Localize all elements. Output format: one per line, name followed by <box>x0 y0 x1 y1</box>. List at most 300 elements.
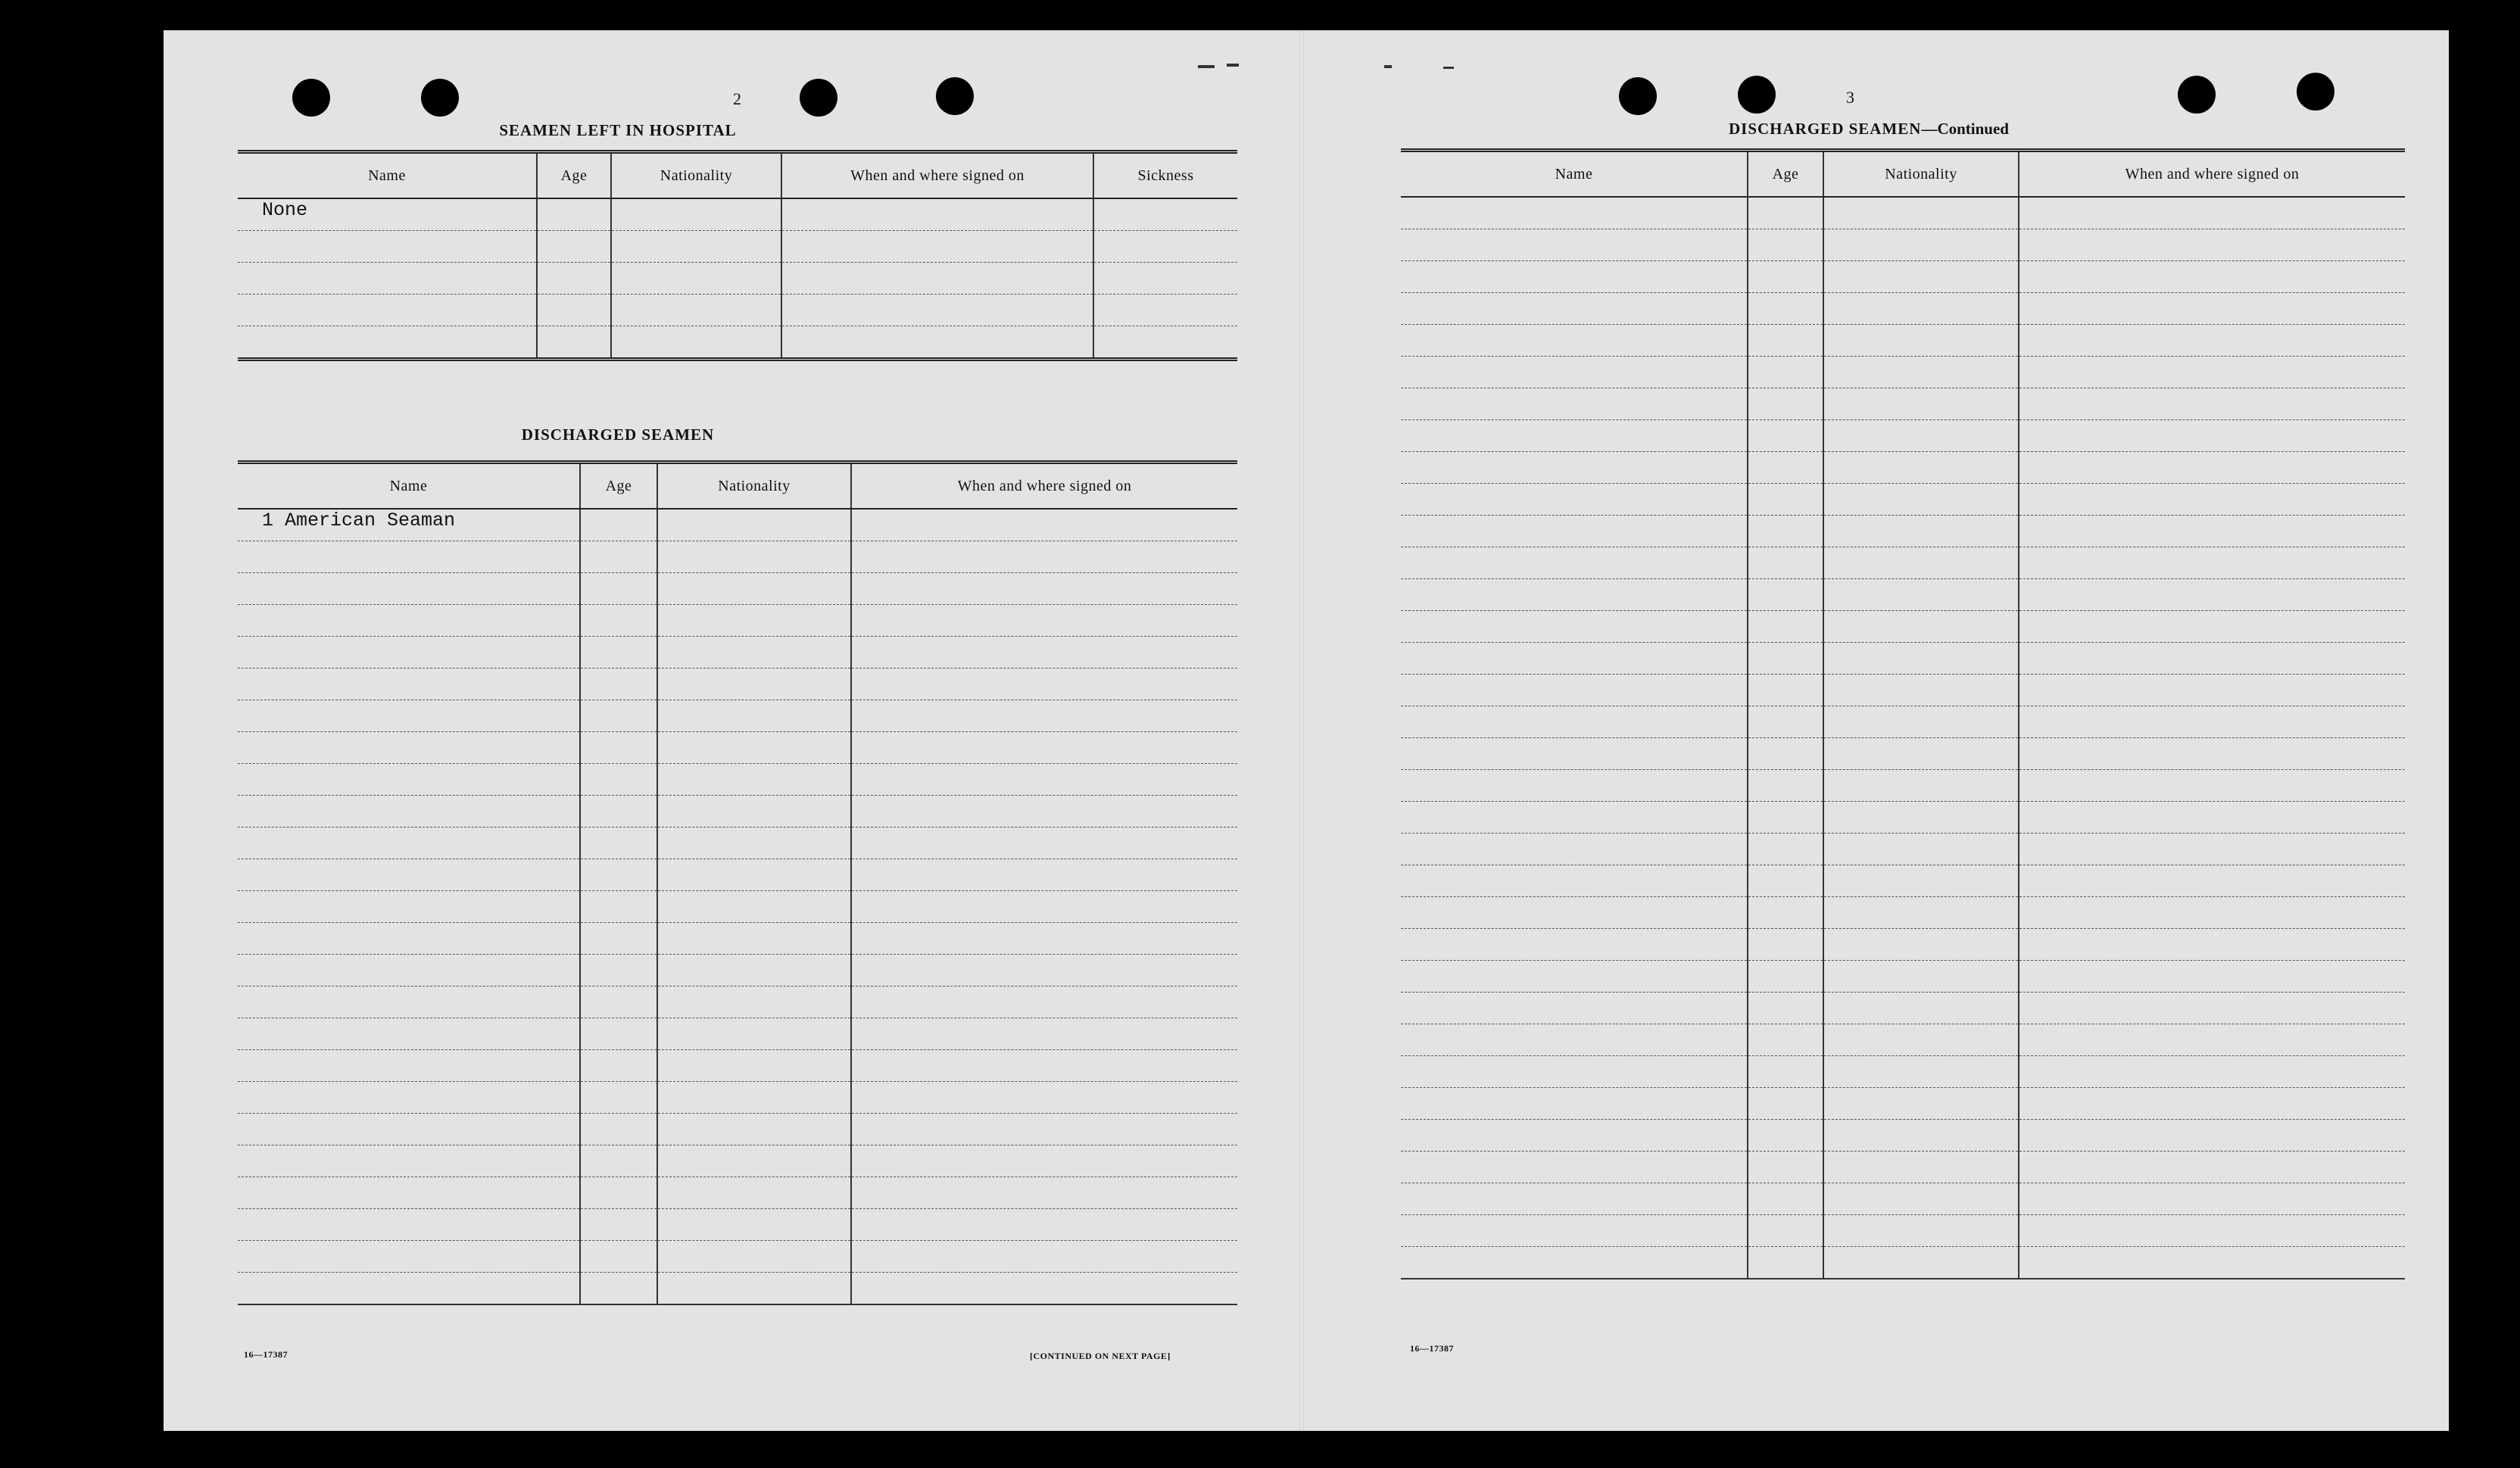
column-header: Nationality <box>1823 151 2019 198</box>
table-row <box>1401 579 2405 611</box>
table-cell <box>2019 929 2405 961</box>
table-cell <box>851 1241 1237 1273</box>
table-cell <box>1748 388 1823 420</box>
table-cell <box>1823 388 2019 420</box>
table-cell <box>238 1018 580 1050</box>
table-cell <box>1748 484 1823 516</box>
table-cell <box>1401 420 1748 452</box>
table-row <box>238 1241 1237 1273</box>
table-cell <box>1401 802 1748 834</box>
table-cell <box>2019 420 2405 452</box>
table-cell <box>657 923 851 955</box>
table-row <box>238 1114 1237 1145</box>
table-cell <box>1748 865 1823 897</box>
table-cell <box>1401 770 1748 802</box>
table-row <box>1401 547 2405 579</box>
table-cell <box>657 1209 851 1241</box>
table-cell <box>2019 1120 2405 1152</box>
column-header: When and where signed on <box>781 152 1093 199</box>
table-row <box>238 326 1237 360</box>
table-row <box>238 509 1237 541</box>
table-cell <box>1748 897 1823 929</box>
table-cell <box>1823 897 2019 929</box>
table-cell <box>238 669 580 700</box>
table-cell <box>1401 325 1748 357</box>
table-cell <box>580 859 657 891</box>
table-cell <box>1401 388 1748 420</box>
table-cell <box>851 1050 1237 1082</box>
table-cell <box>1823 993 2019 1024</box>
table-cell <box>1748 1120 1823 1152</box>
page-fold <box>1299 30 1304 1431</box>
table-row <box>238 1082 1237 1114</box>
table-row <box>1401 961 2405 993</box>
table-cell <box>1823 611 2019 643</box>
table-row <box>238 1050 1237 1082</box>
table-row <box>238 732 1237 764</box>
table-cell <box>2019 1152 2405 1183</box>
table-cell <box>1748 1056 1823 1088</box>
table-cell <box>580 764 657 796</box>
table-cell <box>2019 802 2405 834</box>
table-cell <box>611 263 781 295</box>
table-cell <box>2019 325 2405 357</box>
table-cell <box>238 732 580 764</box>
table-cell <box>238 1209 580 1241</box>
table-row <box>1401 897 2405 929</box>
table-cell <box>657 1145 851 1177</box>
table-cell <box>611 231 781 263</box>
punch-hole <box>1738 76 1776 114</box>
table-cell <box>1748 293 1823 325</box>
table-cell <box>611 198 781 231</box>
table-row <box>238 231 1237 263</box>
table-cell <box>1401 579 1748 611</box>
discharged-continued-table <box>1401 148 2405 1279</box>
table-cell <box>657 796 851 828</box>
table-cell <box>2019 611 2405 643</box>
table-cell <box>1748 1247 1823 1279</box>
table-row <box>1401 197 2405 229</box>
table-cell <box>537 231 611 263</box>
table-cell <box>1823 1215 2019 1247</box>
table-row <box>1401 834 2405 865</box>
table-cell <box>580 796 657 828</box>
discharged-table <box>238 460 1237 1305</box>
stray-mark <box>1227 64 1239 67</box>
table-cell <box>1401 197 1748 229</box>
table-cell <box>1823 770 2019 802</box>
table-row <box>238 923 1237 955</box>
table-cell <box>238 326 537 360</box>
table-cell <box>2019 961 2405 993</box>
table-cell <box>1748 770 1823 802</box>
table-row <box>1401 706 2405 738</box>
column-header: Nationality <box>611 152 781 199</box>
table-cell <box>1748 643 1823 675</box>
table-cell <box>851 828 1237 859</box>
table-cell <box>580 1082 657 1114</box>
table-cell <box>238 1177 580 1209</box>
table-cell <box>2019 484 2405 516</box>
table-cell <box>1823 516 2019 547</box>
table-cell <box>851 1177 1237 1209</box>
table-cell <box>1748 1183 1823 1215</box>
table-cell <box>580 923 657 955</box>
table-row <box>238 700 1237 732</box>
page-number: 3 <box>1846 88 1854 107</box>
table-cell <box>1748 547 1823 579</box>
column-header: When and where signed on <box>851 463 1237 510</box>
table-row <box>1401 643 2405 675</box>
table-cell <box>851 1273 1237 1305</box>
table-row <box>238 605 1237 637</box>
table-cell <box>657 509 851 541</box>
table-cell <box>1401 1024 1748 1056</box>
table-row <box>1401 1056 2405 1088</box>
table-cell <box>1748 993 1823 1024</box>
table-cell <box>580 573 657 605</box>
table-cell <box>2019 388 2405 420</box>
table-cell <box>2019 579 2405 611</box>
stray-mark <box>1198 65 1215 68</box>
punch-hole <box>2297 73 2334 111</box>
table-cell <box>851 796 1237 828</box>
table-cell <box>2019 261 2405 293</box>
table-row <box>238 573 1237 605</box>
discharged-section-title: DISCHARGED SEAMEN <box>521 425 715 444</box>
column-header: Name <box>1401 151 1748 198</box>
table-cell <box>1823 865 2019 897</box>
table-row <box>238 859 1237 891</box>
table-cell <box>1748 929 1823 961</box>
table-cell <box>781 263 1093 295</box>
table-cell <box>2019 452 2405 484</box>
table-cell <box>1823 547 2019 579</box>
table-cell <box>1823 961 2019 993</box>
table-cell <box>1401 643 1748 675</box>
table-cell <box>2019 516 2405 547</box>
table-cell <box>1401 229 1748 261</box>
table-row <box>1401 516 2405 547</box>
table-cell <box>1823 1247 2019 1279</box>
table-cell <box>1748 706 1823 738</box>
table-cell <box>1823 229 2019 261</box>
table-cell <box>2019 1183 2405 1215</box>
table-row <box>1401 357 2405 388</box>
table-row <box>1401 325 2405 357</box>
table-row <box>1401 929 2405 961</box>
table-row <box>1401 770 2405 802</box>
table-cell <box>2019 865 2405 897</box>
form-number: 16—17387 <box>1410 1343 1454 1354</box>
table-cell <box>1401 993 1748 1024</box>
table-cell <box>2019 770 2405 802</box>
table-row <box>1401 865 2405 897</box>
table-cell <box>537 326 611 360</box>
table-row <box>1401 261 2405 293</box>
table-cell <box>851 637 1237 669</box>
table-row <box>238 955 1237 986</box>
table-row <box>1401 1120 2405 1152</box>
table-cell <box>1823 1088 2019 1120</box>
table-cell <box>1748 1152 1823 1183</box>
document-sheet <box>164 30 2449 1431</box>
table-cell <box>657 1177 851 1209</box>
table-cell <box>851 891 1237 923</box>
table-cell <box>580 891 657 923</box>
table-cell <box>1823 261 2019 293</box>
table-cell <box>580 986 657 1018</box>
table-cell <box>611 295 781 326</box>
table-cell <box>781 326 1093 360</box>
table-row <box>238 669 1237 700</box>
column-header: Age <box>580 463 657 510</box>
table-cell <box>238 891 580 923</box>
table-row <box>238 986 1237 1018</box>
table-cell <box>1823 1120 2019 1152</box>
table-cell <box>657 828 851 859</box>
table-cell <box>851 732 1237 764</box>
table-row <box>238 541 1237 573</box>
table-cell <box>657 1082 851 1114</box>
page-number: 2 <box>733 89 741 108</box>
form-number: 16—17387 <box>244 1349 288 1360</box>
table-cell <box>1401 547 1748 579</box>
table-cell <box>580 637 657 669</box>
table-cell <box>580 1018 657 1050</box>
table-cell <box>238 986 580 1018</box>
table-cell <box>851 986 1237 1018</box>
table-cell <box>851 605 1237 637</box>
table-cell <box>537 198 611 231</box>
table-cell <box>238 1114 580 1145</box>
table-cell <box>1823 929 2019 961</box>
table-row <box>238 828 1237 859</box>
table-cell <box>580 1114 657 1145</box>
table-cell <box>580 732 657 764</box>
table-cell <box>1748 1088 1823 1120</box>
table-cell <box>1823 197 2019 229</box>
table-cell <box>580 1273 657 1305</box>
table-cell <box>2019 1247 2405 1279</box>
table-cell <box>657 637 851 669</box>
table-cell <box>657 764 851 796</box>
table-cell <box>1401 1056 1748 1088</box>
table-cell <box>238 764 580 796</box>
table-cell <box>1748 579 1823 611</box>
table-cell <box>851 1114 1237 1145</box>
table-cell <box>1823 1152 2019 1183</box>
table-row <box>238 1018 1237 1050</box>
table-row <box>238 764 1237 796</box>
table-cell <box>1401 865 1748 897</box>
table-row <box>238 1145 1237 1177</box>
stray-mark <box>1443 67 1454 69</box>
table-cell <box>2019 897 2405 929</box>
discharged-continued-title <box>1672 120 2066 139</box>
table-cell <box>1748 452 1823 484</box>
table-cell <box>1401 738 1748 770</box>
table-cell <box>1093 198 1237 231</box>
table-cell <box>657 669 851 700</box>
table-cell <box>1748 1024 1823 1056</box>
table-cell <box>1748 357 1823 388</box>
table-cell <box>2019 1056 2405 1088</box>
table-row <box>1401 675 2405 706</box>
table-cell <box>1748 420 1823 452</box>
table-cell <box>781 231 1093 263</box>
column-header: Sickness <box>1093 152 1237 199</box>
table-cell <box>851 955 1237 986</box>
table-cell <box>657 541 851 573</box>
punch-hole <box>800 79 837 117</box>
table-row <box>1401 452 2405 484</box>
table-row <box>1401 1215 2405 1247</box>
table-cell <box>1823 420 2019 452</box>
table-cell <box>1823 357 2019 388</box>
table-cell <box>2019 1215 2405 1247</box>
column-header: Age <box>537 152 611 199</box>
right-page <box>1308 30 2449 1431</box>
table-cell <box>657 573 851 605</box>
column-header: Age <box>1748 151 1823 198</box>
table-row <box>1401 293 2405 325</box>
table-cell <box>781 198 1093 231</box>
table-cell <box>1401 516 1748 547</box>
table-cell <box>657 1241 851 1273</box>
punch-hole <box>292 79 330 117</box>
table-row <box>238 1273 1237 1305</box>
table-row <box>238 263 1237 295</box>
table-cell <box>1401 961 1748 993</box>
table-row <box>1401 1152 2405 1183</box>
table-cell <box>580 1050 657 1082</box>
table-cell <box>238 859 580 891</box>
table-cell <box>1823 325 2019 357</box>
title-continued: —Continued <box>1921 120 2009 138</box>
table-cell <box>1823 452 2019 484</box>
table-cell <box>1401 484 1748 516</box>
punch-hole <box>1619 77 1657 115</box>
table-row <box>1401 484 2405 516</box>
table-row <box>1401 1024 2405 1056</box>
table-cell <box>238 1050 580 1082</box>
table-cell <box>1093 326 1237 360</box>
table-cell <box>238 955 580 986</box>
table-cell <box>851 1018 1237 1050</box>
table-cell <box>1401 1247 1748 1279</box>
table-row <box>238 198 1237 231</box>
table-cell <box>2019 197 2405 229</box>
table-cell <box>851 764 1237 796</box>
table-cell <box>2019 1088 2405 1120</box>
table-cell <box>2019 675 2405 706</box>
table-cell <box>1823 834 2019 865</box>
table-cell <box>238 1082 580 1114</box>
continued-note: [CONTINUED ON NEXT PAGE] <box>1030 1351 1171 1361</box>
table-cell: None <box>238 198 537 231</box>
table-cell <box>1401 1088 1748 1120</box>
table-cell <box>238 637 580 669</box>
table-cell <box>238 231 537 263</box>
table-cell <box>851 1145 1237 1177</box>
table-cell <box>1401 1152 1748 1183</box>
table-row <box>1401 738 2405 770</box>
table-cell <box>851 1082 1237 1114</box>
table-cell <box>1748 197 1823 229</box>
table-cell <box>1401 611 1748 643</box>
table-cell <box>1401 834 1748 865</box>
table-cell <box>1748 325 1823 357</box>
table-cell <box>2019 993 2405 1024</box>
table-cell <box>238 605 580 637</box>
table-cell <box>580 955 657 986</box>
table-cell <box>657 700 851 732</box>
table-row <box>1401 1247 2405 1279</box>
table-row <box>1401 1088 2405 1120</box>
left-page <box>164 30 1292 1431</box>
table-cell <box>1748 802 1823 834</box>
table-cell <box>1401 357 1748 388</box>
table-row <box>1401 993 2405 1024</box>
table-cell <box>851 509 1237 541</box>
table-cell <box>851 923 1237 955</box>
table-cell <box>238 263 537 295</box>
table-cell <box>657 891 851 923</box>
table-row <box>238 796 1237 828</box>
table-row <box>238 891 1237 923</box>
table-cell <box>2019 706 2405 738</box>
table-cell <box>580 1209 657 1241</box>
table-cell <box>657 732 851 764</box>
table-row <box>1401 1183 2405 1215</box>
title-main: DISCHARGED SEAMEN <box>1729 120 1922 138</box>
table-cell <box>238 295 537 326</box>
column-header: Name <box>238 152 537 199</box>
table-cell <box>851 541 1237 573</box>
table-cell <box>1093 263 1237 295</box>
table-cell <box>2019 643 2405 675</box>
table-cell <box>580 1177 657 1209</box>
table-cell <box>580 509 657 541</box>
table-cell <box>1401 897 1748 929</box>
punch-hole <box>936 77 974 115</box>
table-cell <box>1823 706 2019 738</box>
table-cell <box>657 1018 851 1050</box>
table-cell <box>2019 738 2405 770</box>
table-cell <box>1823 643 2019 675</box>
table-cell <box>1823 484 2019 516</box>
table-cell <box>1748 229 1823 261</box>
table-cell <box>657 1273 851 1305</box>
table-cell <box>657 859 851 891</box>
table-cell <box>238 828 580 859</box>
table-row <box>238 1209 1237 1241</box>
table-cell <box>2019 293 2405 325</box>
table-cell <box>1748 738 1823 770</box>
table-cell <box>1823 802 2019 834</box>
table-cell <box>537 295 611 326</box>
table-cell <box>537 263 611 295</box>
table-cell <box>657 955 851 986</box>
table-row <box>1401 802 2405 834</box>
column-header: When and where signed on <box>2019 151 2405 198</box>
table-cell <box>851 1209 1237 1241</box>
table-cell <box>1093 231 1237 263</box>
table-cell <box>1401 1183 1748 1215</box>
table-cell <box>580 1145 657 1177</box>
